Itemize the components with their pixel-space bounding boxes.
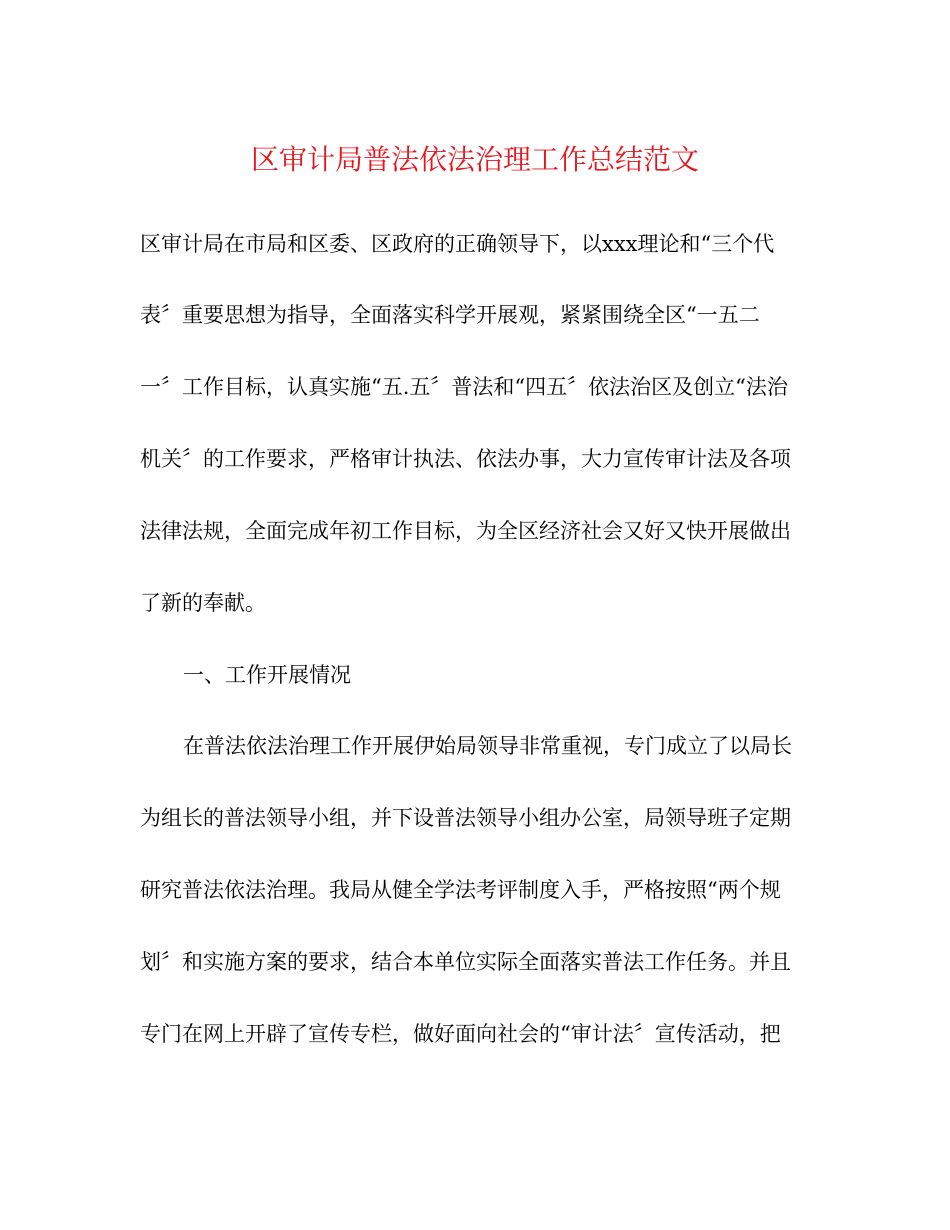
document-title: 区审计局普法依法治理工作总结范文 xyxy=(250,143,699,176)
section-heading: 一、工作开展情况 xyxy=(183,663,351,687)
paragraph-line: 法律法规，全面完成年初工作目标，为全区经济社会又好又快开展做出 xyxy=(140,519,791,543)
paragraph-line: 划〞和实施方案的要求，结合本单位实际全面落实普法工作任务。并且 xyxy=(140,950,791,974)
paragraph-line: 为组长的普法领导小组，并下设普法领导小组办公室，局领导班子定期 xyxy=(140,806,791,830)
paragraph-line: 了新的奉献。 xyxy=(140,591,266,615)
paragraph-line: 机关〞的工作要求，严格审计执法、依法办事，大力宣传审计法及各项 xyxy=(140,447,791,471)
paragraph-line: 研究普法依法治理。我局从健全学法考评制度入手，严格按照“两个规 xyxy=(140,878,781,902)
paragraph-line: 一〞工作目标，认真实施“五.五〞普法和“四五〞依法治区及创立“法治 xyxy=(140,375,788,399)
paragraph-line: 专门在网上开辟了宣传专栏，做好面向社会的“审计法〞宣传活动，把 xyxy=(140,1022,781,1046)
paragraph-line: 表〞重要思想为指导，全面落实科学开展观，紧紧围绕全区“一五二 xyxy=(140,303,760,327)
paragraph-line: 区审计局在市局和区委、区政府的正确领导下，以xxx理论和“三个代 xyxy=(140,232,775,256)
paragraph-line: 在普法依法治理工作开展伊始局领导非常重视，专门成立了以局长 xyxy=(183,734,792,758)
